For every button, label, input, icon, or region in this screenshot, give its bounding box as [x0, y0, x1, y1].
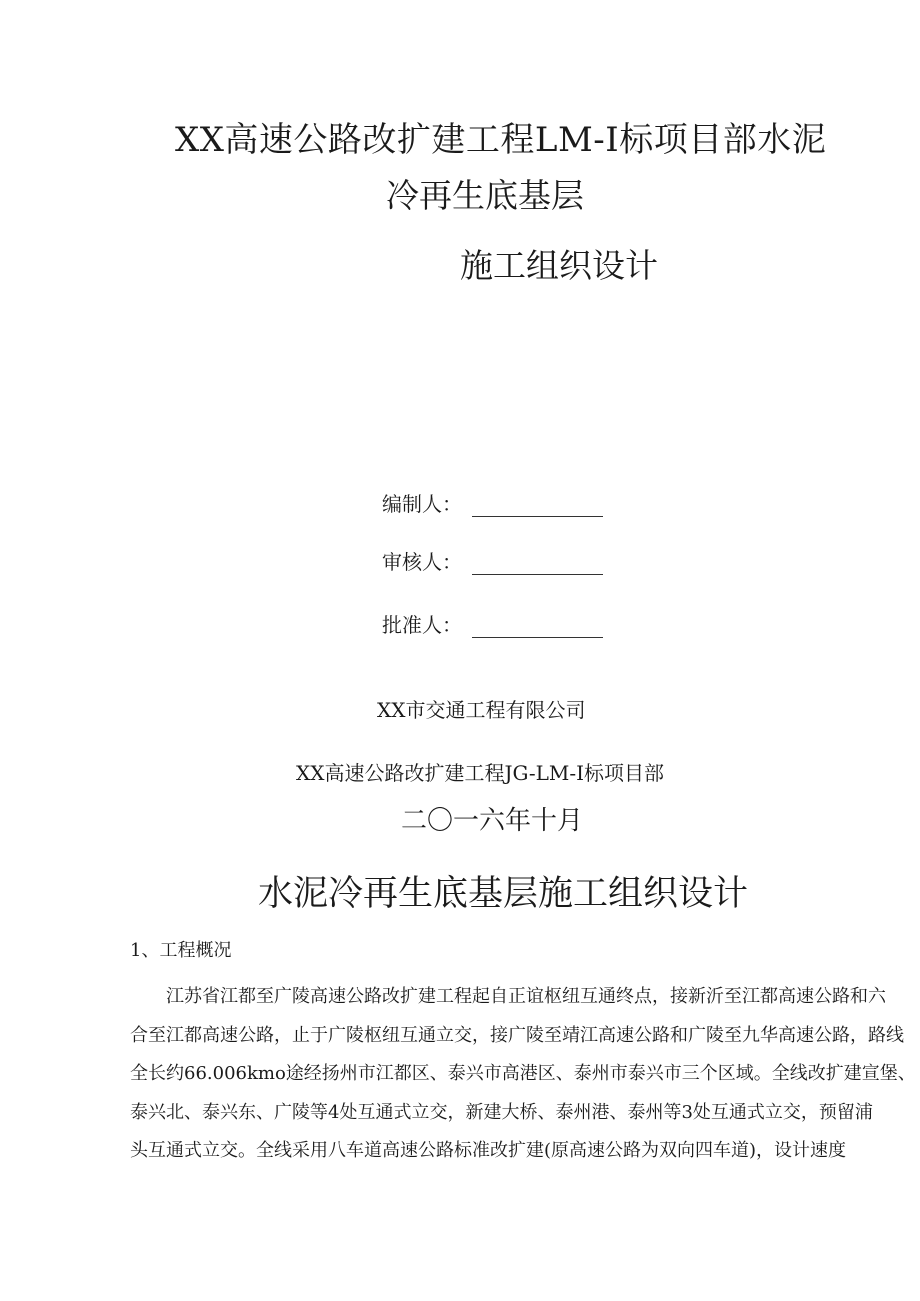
body-paragraph — [130, 978, 916, 1171]
signature-row-approver — [382, 609, 603, 638]
signature-blank-line — [472, 554, 603, 575]
signature-blank-line — [472, 496, 603, 517]
paragraph-line: 头互通式立交。全线采用八车道高速公路标准改扩建(原高速公路为双向四车道)，设计速度 — [130, 1140, 847, 1161]
signature-label: 审核人： — [382, 550, 462, 574]
signature-row-compiler — [382, 488, 603, 517]
signature-row-reviewer — [382, 546, 603, 575]
title-line-2: 冷再生底基层 — [386, 176, 584, 215]
signature-label: 编制人： — [382, 492, 462, 516]
title-line-1: XX高速公路改扩建工程LM-I标项目部水泥 — [175, 120, 827, 160]
project-department: XX高速公路改扩建工程JG-LM-I标项目部 — [296, 761, 665, 785]
main-heading: 水泥冷再生底基层施工组织设计 — [258, 874, 749, 914]
signature-blank-line — [472, 617, 603, 638]
company-name: XX市交通工程有限公司 — [377, 698, 586, 722]
paragraph-line: 江苏省江都至广陵高速公路改扩建工程起自正谊枢纽互通终点，接新沂至江都高速公路和六 — [166, 986, 886, 1007]
paragraph-line: 泰兴北、泰兴东、广陵等4处互通式立交，新建大桥、泰州港、泰州等3处互通式立交，预留浦 — [130, 1101, 873, 1123]
section-heading: 1、工程概况 — [130, 940, 232, 961]
title-line-3: 施工组织设计 — [460, 246, 658, 285]
document-date: 二〇一六年十月 — [401, 806, 584, 836]
paragraph-line: 全长约66.006kmo途经扬州市江都区、泰兴市高港区、泰州市泰兴市三个区域。全线改扩建宣堡、 — [130, 1063, 916, 1084]
signature-label: 批准人： — [382, 613, 462, 637]
paragraph-line: 合至江都高速公路，止于广陵枢纽互通立交，接广陵至靖江高速公路和广陵至九华高速公路，路线 — [130, 1024, 904, 1046]
